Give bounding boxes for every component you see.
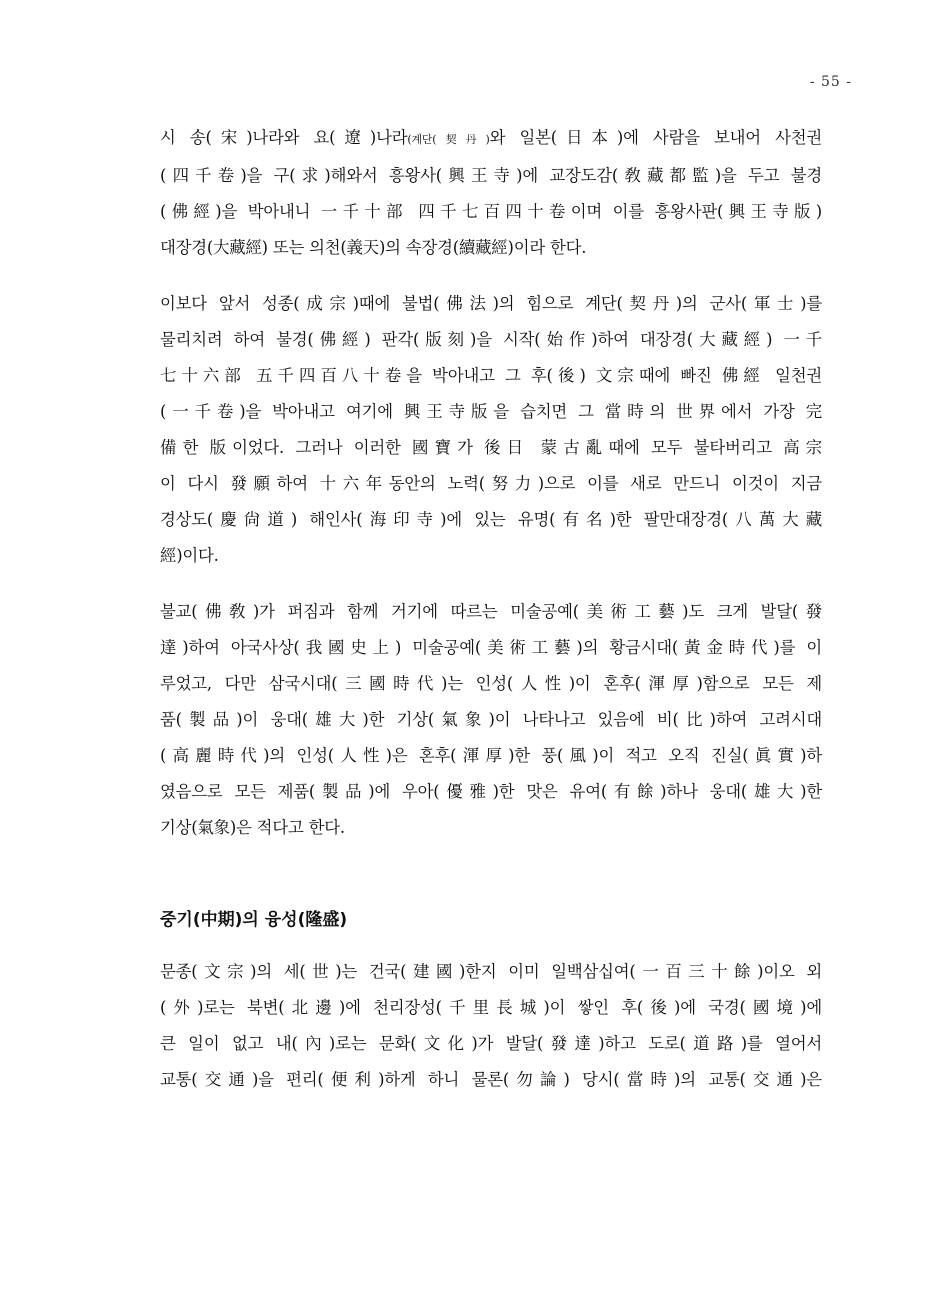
page-number: - 55 - [809, 74, 852, 90]
text-line: 불교(佛敎)가 퍼짐과 함께 거기에 따르는 미술공예(美術工藝)도 크게 발달(發 [160, 602, 822, 621]
text-line: 達)하여 아국사상(我國史上) 미술공예(美術工藝)의 황금시대(黃金時代)를 이 [160, 638, 822, 657]
text-line: (高麗時代)의 인성(人性)은 혼후(渾厚)한 풍(風)이 적고 오직 진실(眞實)하 [160, 746, 822, 765]
text-line: 품(製品)이 웅대(雄大)한 기상(氣象)이 나타나고 있음에 비(比)하여 고려시대 [160, 710, 822, 729]
text-line: 이보다 앞서 성종(成宗)때에 불법(佛法)의 힘으로 계단(契丹)의 군사(軍士)를 [160, 294, 822, 313]
text-segment: 와 일본(日本)에 사람을 보내어 사천권 [489, 128, 822, 147]
text-segment: 시 송(宋)나라와 요(遼)나라 [160, 128, 408, 147]
section-heading: 중기(中期)의 융성(隆盛) [160, 910, 348, 930]
text-line: 경상도(慶尙道) 해인사(海印寺)에 있는 유명(有名)한 팔만대장경(八萬大藏 [160, 510, 822, 529]
text-line: (外)로는 북변(北邊)에 천리장성(千里長城)이 쌓인 후(後)에 국경(國境)에 [160, 998, 822, 1017]
text-line: (一千卷)을 박아내고 여기에 興王寺版을 습치면 그 當時의 世界에서 가장 完 [160, 402, 822, 421]
text-line: 七十六部 五千四百八十卷을 박아내고 그 후(後) 文宗때에 빠진 佛經 일천권 [160, 366, 822, 385]
inline-note: (계단(契丹) [407, 133, 490, 146]
text-line: 큰 일이 없고 내(內)로는 문화(文化)가 발달(發達)하고 도로(道路)를 열어서 [160, 1034, 822, 1053]
text-line: 교통(交通)을 편리(便利)하게 하니 물론(勿論) 당시(當時)의 교통(交通)은 [160, 1070, 822, 1089]
text-line: 備한 版이었다. 그러나 이러한 國寶가 後日 蒙古亂때에 모두 불타버리고 高宗 [160, 438, 822, 457]
paragraph-1 [160, 120, 822, 266]
text-line: (佛經)을 박아내니 一千十部 四千七百四十卷이며 이를 흥왕사판(興王寺版) [160, 202, 822, 221]
text-line: 대장경(大藏經) 또는 의천(義天)의 속장경(續藏經)이라 한다. [160, 238, 587, 257]
text-line [160, 120, 822, 158]
text-line: 였음으로 모든 제품(製品)에 우아(優雅)한 맛은 유여(有餘)하나 웅대(雄大)한 [160, 782, 822, 801]
paragraph-2 [160, 286, 822, 574]
text-line: (四千卷)을 구(求)해와서 흥왕사(興王寺)에 교장도감(敎藏都監)을 두고 불경 [160, 166, 822, 185]
text-line: 문종(文宗)의 세(世)는 건국(建國)한지 이미 일백삼십여(一百三十餘)이오 외 [160, 962, 822, 981]
document-body [160, 120, 822, 1118]
text-line: 기상(氣象)은 적다고 한다. [160, 818, 345, 837]
section-paragraph [160, 954, 822, 1098]
text-line: 루었고, 다만 삼국시대(三國時代)는 인성(人性)이 혼후(渾厚)함으로 모든 제 [160, 674, 822, 693]
text-line: 물리치려 하여 불경(佛經) 판각(版刻)을 시작(始作)하여 대장경(大藏經) 一千 [160, 330, 822, 349]
text-line: 이 다시 發願하여 十六年동안의 노력(努力)으로 이를 새로 만드니 이것이 지금 [160, 474, 822, 493]
paragraph-3 [160, 594, 822, 846]
text-line: 經)이다. [160, 546, 219, 565]
